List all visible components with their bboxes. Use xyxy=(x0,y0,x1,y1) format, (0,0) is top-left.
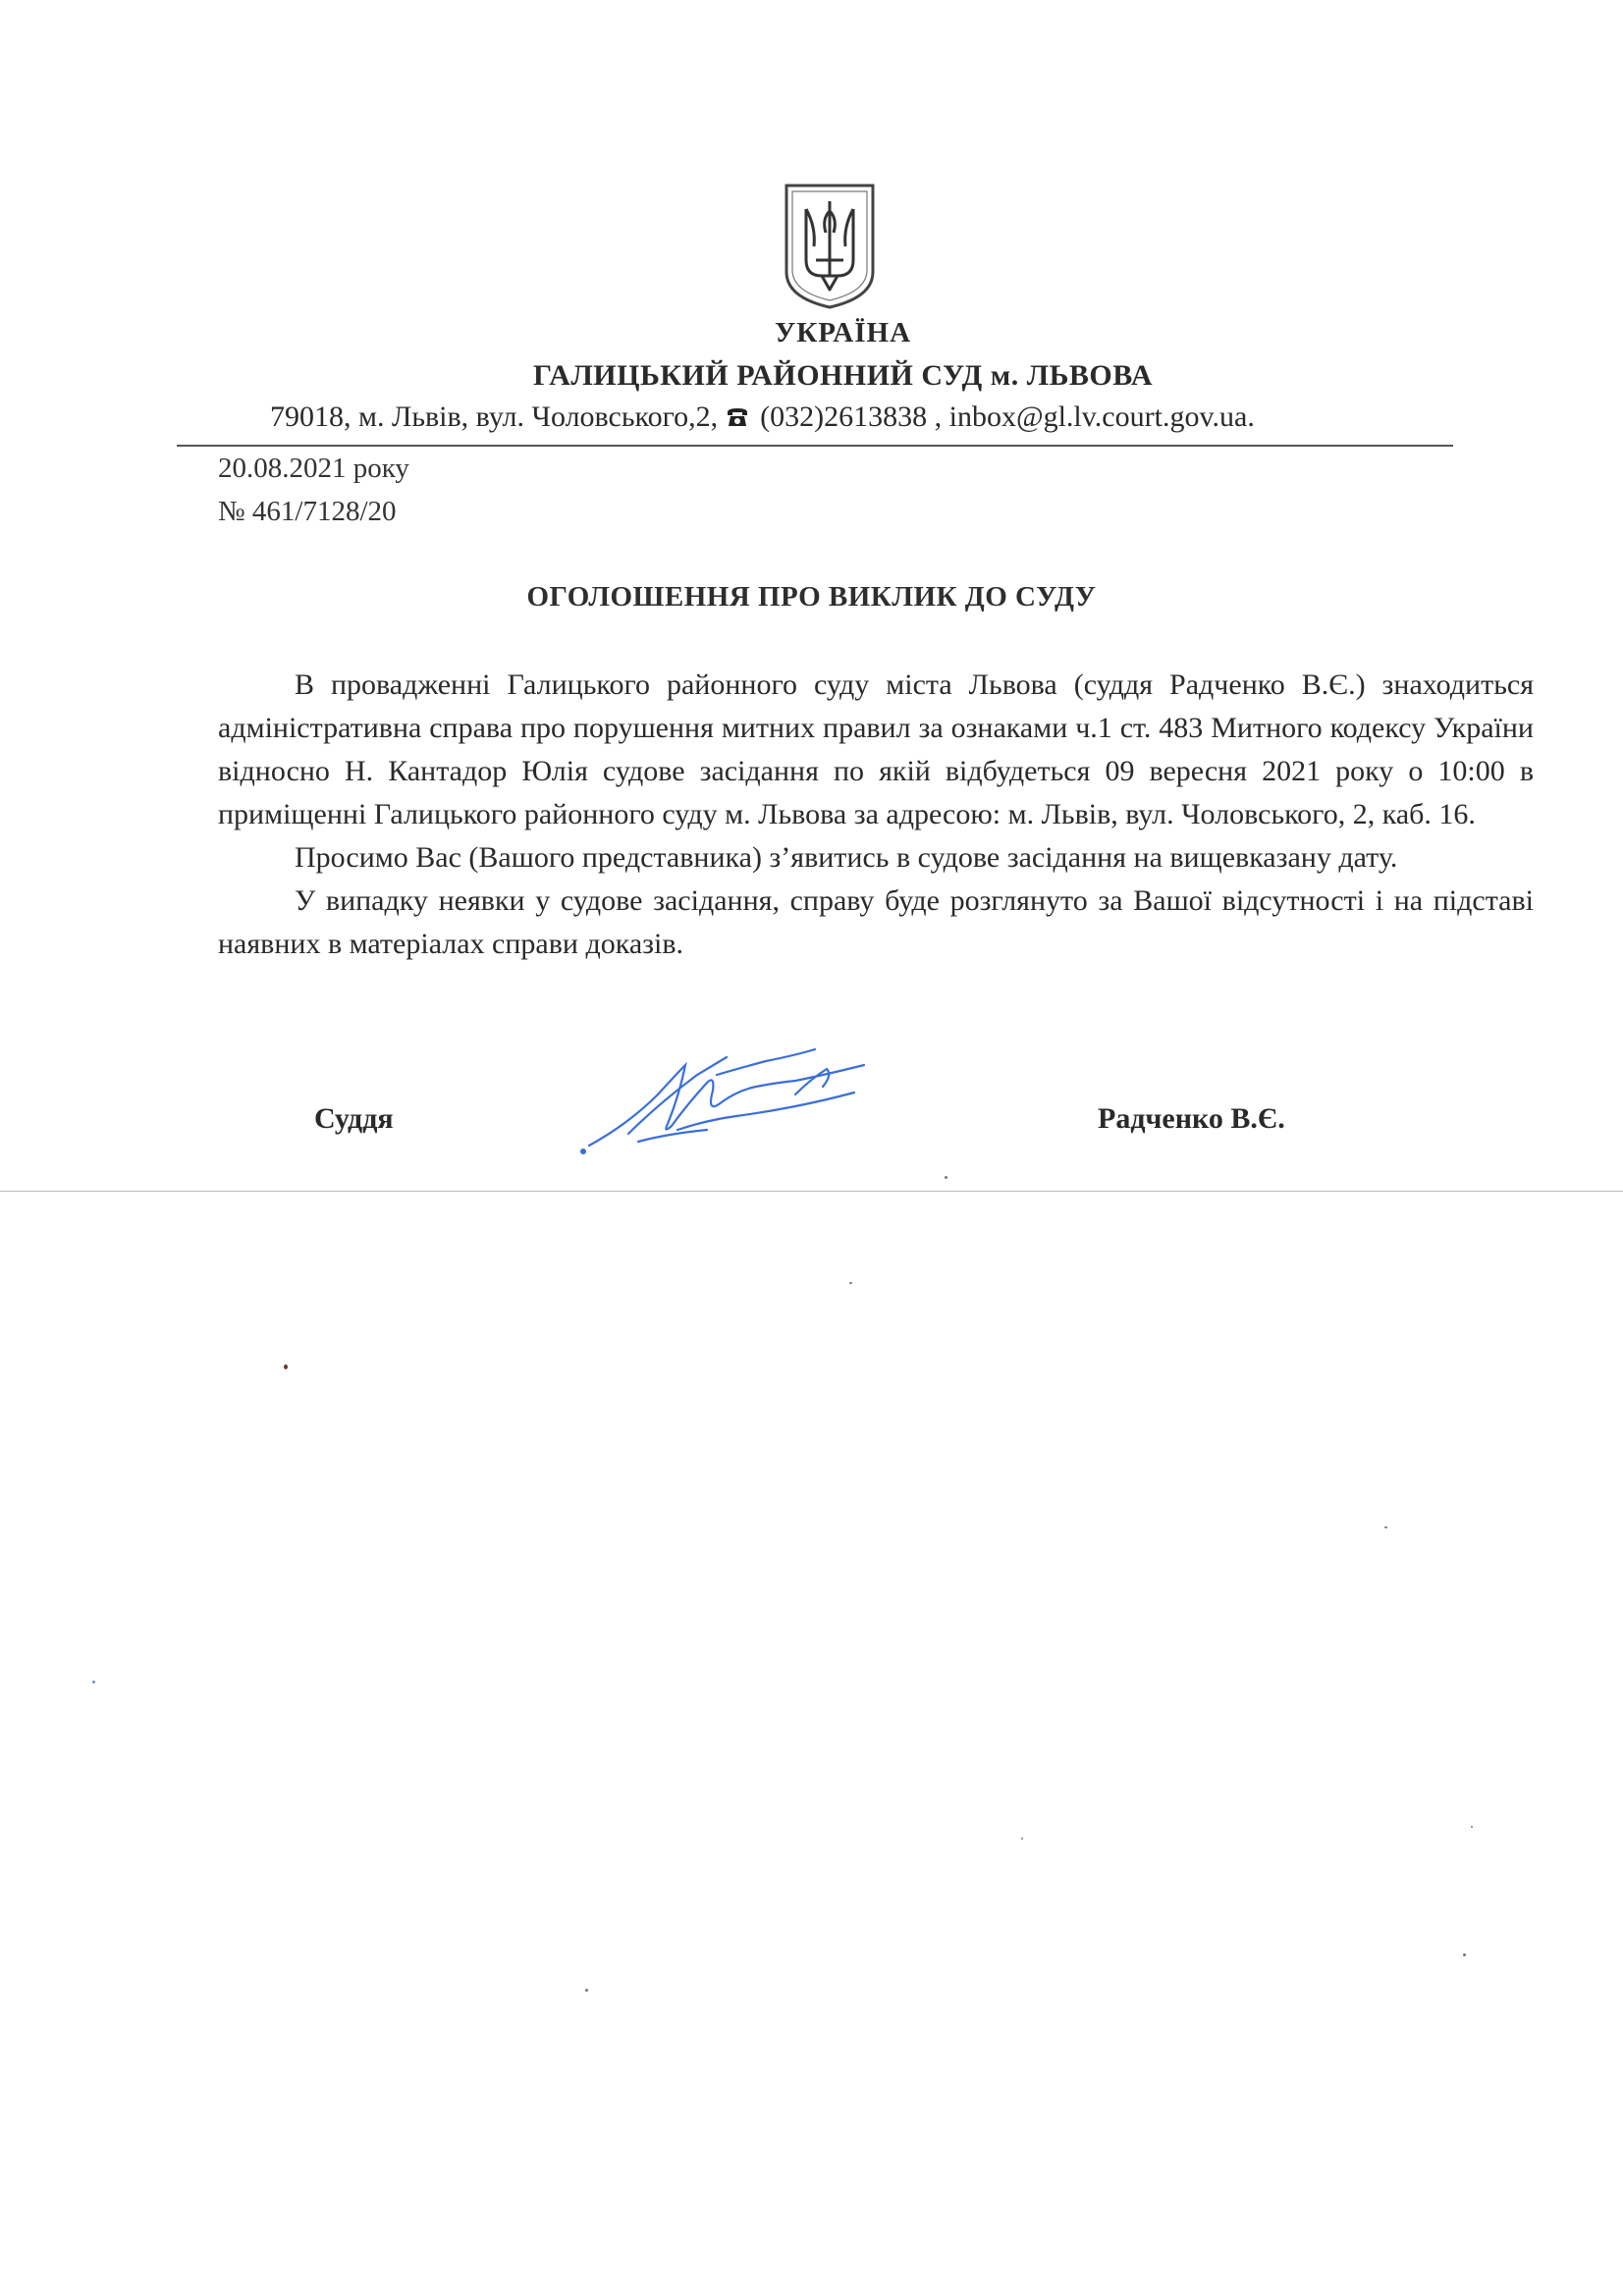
scan-speck xyxy=(585,1989,588,1992)
court-address: 79018, м. Львів, вул. Чоловського,2, xyxy=(270,400,719,433)
paragraph-case-info: В провадженні Галицького районного суду міста Львова (суддя Радченко В.Є.) знаходиться адміністративна справа про порушення митних правил за ознаками ч.1 ст. 483 Митного кодексу України відносно Н. Кантадор Юлія судове засідання по якій відбудеться 09 вересня 2021 року о 10:00 в приміщенні Галицького районного суду м. Львова за адресою: м. Львів, вул. Чоловського, 2, каб. 16. xyxy=(218,668,1534,830)
notice-body xyxy=(218,664,1534,966)
document-title: ОГОЛОШЕННЯ ПРО ВИКЛИК ДО СУДУ xyxy=(526,581,1097,613)
telephone-icon xyxy=(726,406,749,428)
scan-speck xyxy=(284,1364,288,1369)
scan-speck xyxy=(1463,1953,1466,1956)
scan-speck xyxy=(1021,1838,1023,1840)
document-date: 20.08.2021 року xyxy=(218,453,409,484)
signer-name: Радченко В.Є. xyxy=(1098,1102,1285,1135)
court-email: inbox@gl.lv.court.gov.ua. xyxy=(948,400,1255,433)
country-heading: УКРАЇНА xyxy=(774,317,912,348)
signer-role: Суддя xyxy=(314,1102,394,1135)
scan-speck xyxy=(92,1681,95,1683)
scan-speck xyxy=(1471,1826,1473,1828)
court-contacts xyxy=(270,400,1370,434)
scan-speck xyxy=(945,1176,947,1179)
court-name-heading: ГАЛИЦЬКИЙ РАЙОННИЙ СУД м. ЛЬВОВА xyxy=(532,359,1154,392)
court-phone: (032)2613838 , xyxy=(760,400,943,433)
paragraph-warning: У випадку неявки у судове засідання, справу буде розглянуто за Вашої відсутності і на підставі наявних в матеріалах справи доказів. xyxy=(218,884,1534,960)
paragraph-request: Просимо Вас (Вашого представника) з’явитись в судове засідання на вищевказану дату. xyxy=(295,841,1398,874)
coat-of-arms-icon xyxy=(783,182,877,311)
scanned-page-edge xyxy=(0,1191,1623,1192)
scan-speck xyxy=(1384,1526,1387,1528)
case-number: № 461/7128/20 xyxy=(218,496,397,527)
scan-speck xyxy=(849,1282,852,1284)
header-divider xyxy=(177,445,1453,447)
handwritten-signature xyxy=(569,1036,903,1163)
